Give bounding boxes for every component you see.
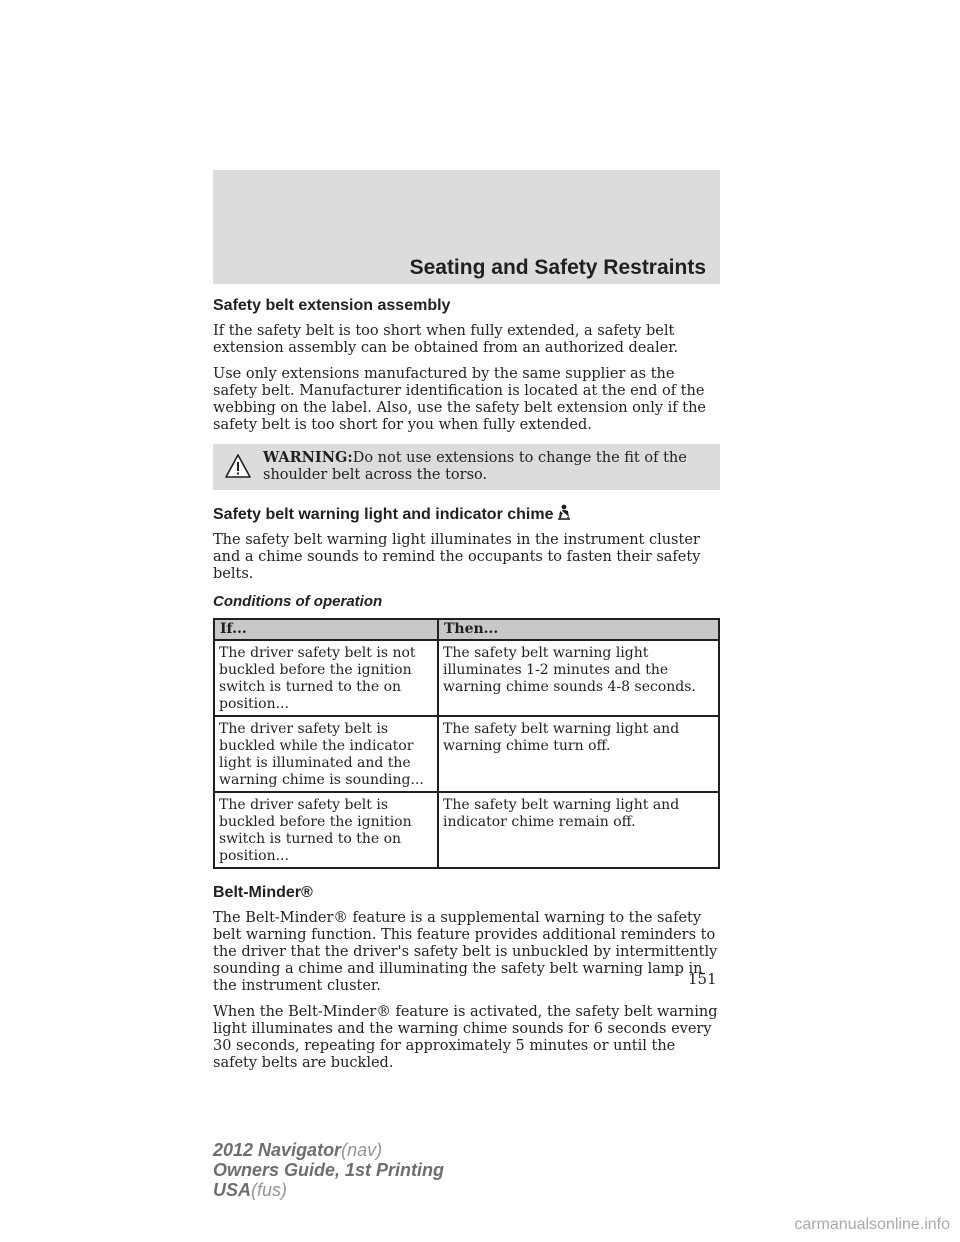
section-title: Seating and Safety Restraints [409, 256, 706, 279]
page-number: 151 [688, 970, 717, 988]
footer-line-2 [213, 1160, 444, 1180]
document-footer [213, 1140, 444, 1200]
chime-heading [213, 504, 720, 525]
chime-heading-text: Safety belt warning light and indicator chime [213, 506, 554, 523]
warning-text [263, 449, 703, 484]
chime-paragraph: The safety belt warning light illuminates in the instrument cluster and a chime sounds to remind the occupants to fasten their safety belts. [213, 532, 701, 582]
table-cell-if: The driver safety belt is buckled while the indicator light is illuminated and the warning chime is sounding... [214, 716, 438, 792]
footer-line-1 [213, 1140, 444, 1160]
table-cell-if: The driver safety belt is buckled before the ignition switch is turned to the on position... [214, 792, 438, 868]
seatbelt-icon [556, 504, 572, 521]
conditions-table [213, 618, 720, 869]
table-row [214, 792, 719, 868]
table-row [214, 640, 719, 716]
beltminder-paragraph-1: The Belt-Minder® feature is a supplemental warning to the safety belt warning function. This feature provides additional reminders to the driver that the driver's safety belt is unbuckled by intermittently sounding a chime and illuminating the safety belt warning lamp in the instrument cluster. [213, 910, 718, 994]
beltminder-paragraph-2: When the Belt-Minder® feature is activated, the safety belt warning light illuminates and the warning chime sounds for 6 seconds every 30 seconds, repeating for approximately 5 minutes or until the safety belts are buckled. [213, 1004, 718, 1071]
warning-box [213, 444, 720, 490]
warning-message: Do not use extensions to change the fit of the shoulder belt across the torso. [263, 450, 687, 483]
page-content [213, 296, 720, 1081]
footer-model-code: (nav) [341, 1140, 383, 1160]
extension-heading: Safety belt extension assembly [213, 297, 451, 314]
warning-label: WARNING: [263, 449, 353, 466]
beltminder-heading: Belt-Minder® [213, 884, 313, 901]
table-header-then: Then... [438, 619, 719, 640]
table-cell-then: The safety belt warning light and indicator chime remain off. [438, 792, 719, 868]
table-cell-then: The safety belt warning light illuminates 1-2 minutes and the warning chime sounds 4-8 seconds. [438, 640, 719, 716]
table-cell-if: The driver safety belt is not buckled before the ignition switch is turned to the on position... [214, 640, 438, 716]
footer-region-code: (fus) [251, 1180, 288, 1200]
footer-region: USA [213, 1180, 252, 1200]
watermark: carmanualsonline.info [794, 1216, 950, 1233]
warning-triangle-icon [225, 454, 251, 478]
table-cell-then: The safety belt warning light and warning chime turn off. [438, 716, 719, 792]
footer-guide: Owners Guide, 1st Printing [213, 1160, 445, 1180]
extension-paragraph-2: Use only extensions manufactured by the same supplier as the safety belt. Manufacturer identification is located at the end of the webbing on the label. Also, use the safety belt extension only if the safety belt is too short for you when fully extended. [213, 366, 707, 433]
conditions-heading: Conditions of operation [213, 593, 383, 610]
footer-line-3 [213, 1180, 444, 1200]
table-header-if: If... [214, 619, 438, 640]
extension-paragraph-1: If the safety belt is too short when fully extended, a safety belt extension assembly can be obtained from an authorized dealer. [213, 323, 679, 356]
table-header-row [214, 619, 719, 640]
footer-model: 2012 Navigator [213, 1140, 342, 1160]
section-header-band [213, 170, 720, 284]
table-row [214, 716, 719, 792]
